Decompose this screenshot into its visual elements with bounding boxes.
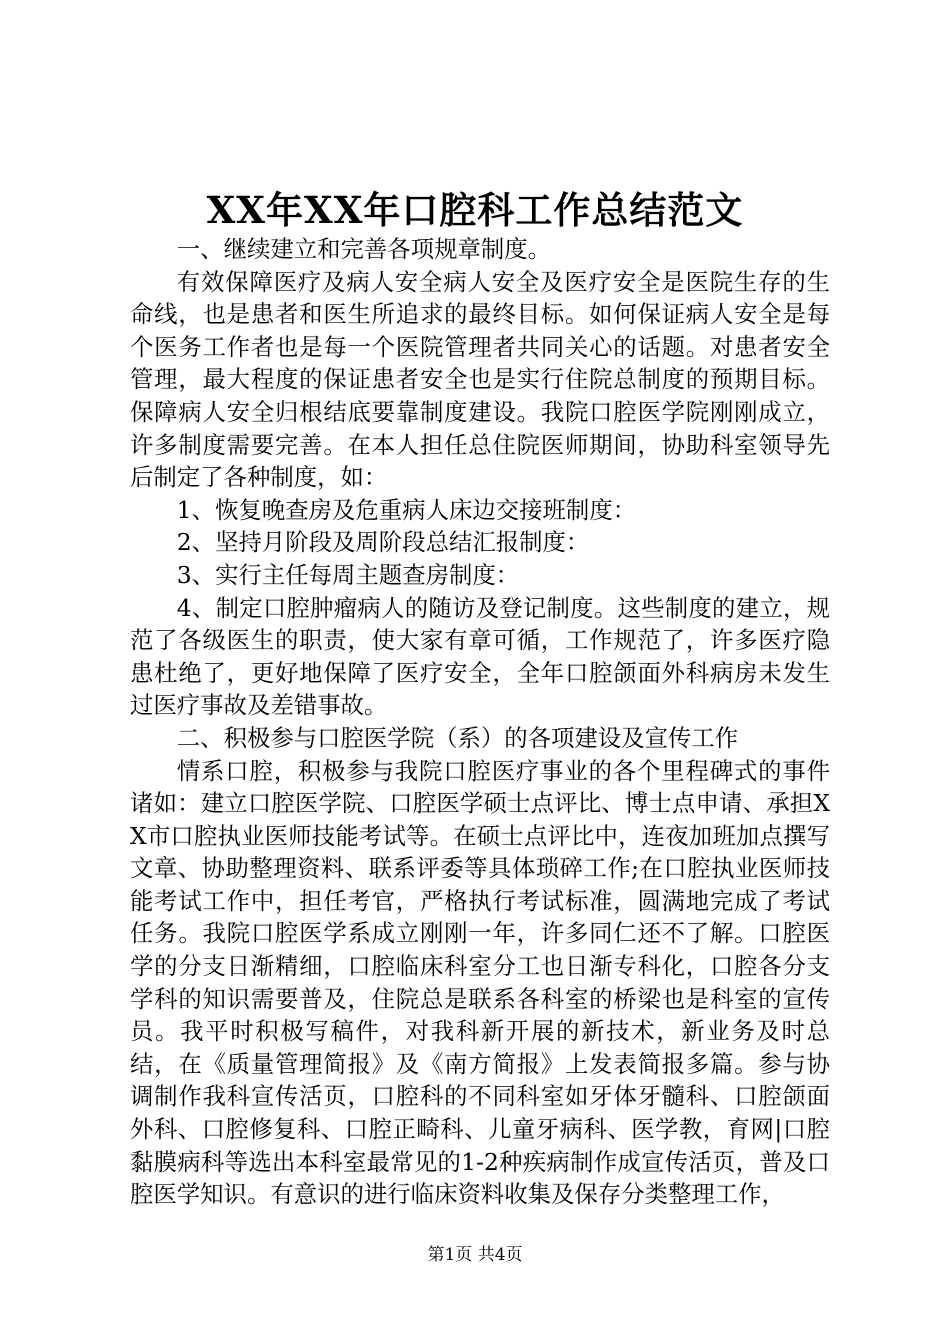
paragraph-list-item: 1、恢复晚查房及危重病人床边交接班制度： xyxy=(176,495,637,524)
paragraph-list-item: 3、实行主任每周主题查房制度： xyxy=(176,560,520,589)
paragraph-list-item: 2、坚持月阶段及周阶段总结汇报制度： xyxy=(176,528,590,557)
paragraph-section-2-heading: 二、积极参与口腔医学院（系）的各项建设及宣传工作 xyxy=(176,723,739,752)
document-body xyxy=(130,233,830,1211)
paragraph-section-1-heading: 一、继续建立和完善各项规章制度。 xyxy=(176,235,552,263)
document-title: XX年XX年口腔科工作总结范文 xyxy=(206,188,744,232)
paragraph: 有效保障医疗及病人安全病人安全及医疗安全是医院生存的生命线，也是患者和医生所追求的最终目标。如何保证病人安全是每个医务工作者也是每一个医院管理者共同关心的话题。对患者安全管理，最大程度的保证患者安全也是实行住院总制度的预期目标。保障病人安全归根结底要靠制度建设。我院口腔医学院刚刚成立，许多制度需要完善。在本人担任总住院医师期间，协助科室领导先后制定了各种制度，如： xyxy=(130,267,830,492)
paragraph: 情系口腔，积极参与我院口腔医疗事业的各个里程碑式的事件诸如：建立口腔医学院、口腔医学硕士点评比、博士点申请、承担XX市口腔执业医师技能考试等。在硕士点评比中，连夜加班加点撰写文章、协助整理资料、联系评委等具体琐碎工作;在口腔执业医师技能考试工作中，担任考官，严格执行考试标准，圆满地完成了考试任务。我院口腔医学系成立刚刚一年，许多同仁还不了解。口腔医学的分支日渐精细，口腔临床科室分工也日渐专科化，口腔各分支学科的知识需要普及，住院总是联系各科室的桥梁也是科室的宣传员。我平时积极写稿件，对我科新开展的新技术，新业务及时总结，在《质量管理简报》及《南方简报》上发表简报多篇。参与协调制作我科宣传活页，口腔科的不同科室如牙体牙髓科、口腔颌面外科、口腔修复科、口腔正畸科、儿童牙病科、医学教，育网|口腔黏膜病科等选出本科室最常见的1-2种疾病制作成宣传活页，普及口腔医学知识。有意识的进行临床资料收集及保存分类整理工作， xyxy=(130,756,830,1209)
page-footer: 第1页 共4页 xyxy=(427,1245,523,1265)
paragraph-list-item: 4、制定口腔肿瘤病人的随访及登记制度。这些制度的建立，规范了各级医生的职责，使大家有章可循，工作规范了，许多医疗隐患杜绝了，更好地保障了医疗安全，全年口腔颌面外科病房未发生过医疗事故及差错事故。 xyxy=(130,593,830,720)
